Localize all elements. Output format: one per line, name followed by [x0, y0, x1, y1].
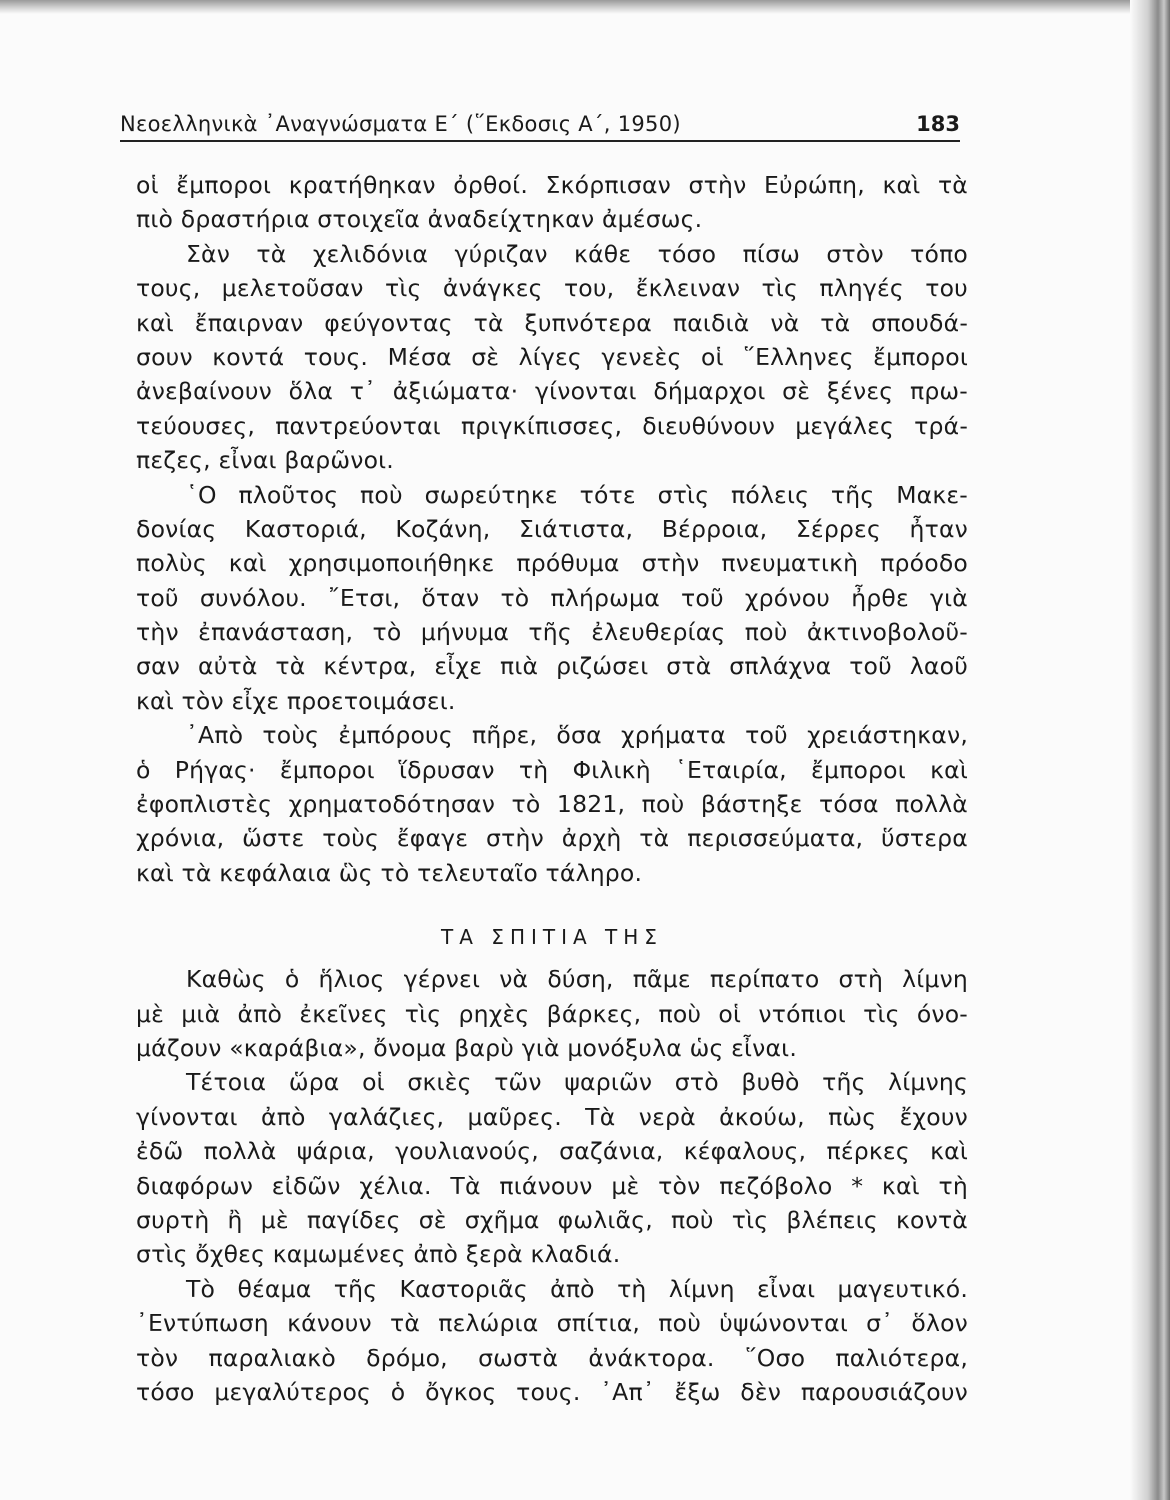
text-line: πιὸ δραστήρια στοιχεῖα ἀναδείχτηκαν ἀμέσως.	[136, 205, 703, 234]
text-line: καὶ τὸν εἶχε προετοιμάσει.	[136, 686, 456, 715]
text-line: πεζες, εἶναι βαρῶνοι.	[136, 446, 394, 475]
paragraph	[136, 1065, 968, 1271]
paragraph	[136, 718, 968, 890]
page-top-edge	[0, 0, 1170, 14]
text-line: σαν αὐτὰ τὰ κέντρα, εἶχε πιὰ ριζώσει στὰ σπλάχνα τοῦ λαοῦ	[136, 652, 968, 681]
text-line: Καθὼς ὁ ἥλιος γέρνει νὰ δύση, πᾶμε περίπατο στὴ λίμνη	[186, 965, 968, 994]
text-line: τους, μελετοῦσαν τὶς ἀνάγκες του, ἔκλειναν τὶς πληγές του	[136, 274, 968, 303]
section-heading: ΤΑ ΣΠΙΤΙΑ ΤΗΣ	[441, 925, 663, 950]
text-line: χρόνια, ὥστε τοὺς ἔφαγε στὴν ἀρχὴ τὰ περισσεύματα, ὕστερα	[136, 824, 968, 853]
text-line: ἀνεβαίνουν ὅλα τ᾿ ἀξιώματα· γίνονται δήμαρχοι σὲ ξένες πρω-	[136, 377, 968, 406]
text-line: μὲ μιὰ ἀπὸ ἐκεῖνες τὶς ρηχὲς βάρκες, ποὺ οἱ ντόπιοι τὶς όνο-	[136, 999, 968, 1028]
text-line: ἐδῶ πολλὰ ψάρια, γουλιανούς, σαζάνια, κέφαλους, πέρκες καὶ	[136, 1137, 968, 1166]
paragraph	[136, 962, 968, 1065]
text-line: γίνονται ἀπὸ γαλάζιες, μαῦρες. Τὰ νερὰ ἀκούω, πὼς ἔχουν	[136, 1102, 968, 1131]
text-line: διαφόρων εἰδῶν χέλια. Τὰ πιάνουν μὲ τὸν πεζόβολο * καὶ τὴ	[136, 1171, 968, 1200]
running-header	[120, 108, 960, 142]
text-line: ᾿Απὸ τοὺς ἐμπόρους πῆρε, ὅσα χρήματα τοῦ χρειάστηκαν,	[186, 721, 968, 750]
text-line: τοῦ συνόλου. ῎Ετσι, ὅταν τὸ πλήρωμα τοῦ χρόνου ἦρθε γιὰ	[136, 583, 968, 612]
paragraph	[136, 168, 968, 237]
text-line: συρτὴ ἢ μὲ παγίδες σὲ σχῆμα φωλιᾶς, ποὺ τὶς βλέπεις κοντὰ	[136, 1205, 968, 1234]
text-line: Σὰν τὰ χελιδόνια γύριζαν κάθε τόσο πίσω στὸν τόπο	[186, 239, 968, 268]
text-line: δονίας Καστοριά, Κοζάνη, Σιάτιστα, Βέρροια, Σέρρες ἦταν	[136, 514, 968, 543]
text-line: σουν κοντά τους. Μέσα σὲ λίγες γενεὲς οἱ ῞Ελληνες ἔμποροι	[136, 342, 968, 371]
page-binding-edge	[1130, 0, 1170, 1500]
page-number: 183	[916, 112, 960, 136]
text-line: τὴν ἐπανάσταση, τὸ μήνυμα τῆς ἐλευθερίας ποὺ ἀκτινοβολοῦ-	[136, 618, 968, 647]
paragraph	[136, 237, 968, 478]
text-line: τεύουσες, παντρεύονται πριγκίπισσες, διευθύνουν μεγάλες τρά-	[136, 411, 968, 440]
text-line: καὶ τὰ κεφάλαια ὣς τὸ τελευταῖο τάληρο.	[136, 858, 643, 887]
text-line: μάζουν «καράβια», ὄνομα βαρὺ γιὰ μονόξυλα ὡς εἶναι.	[136, 1033, 798, 1062]
text-line: πολὺς καὶ χρησιμοποιήθηκε πρόθυμα στὴν πνευματικὴ πρόοδο	[136, 549, 968, 578]
text-line: ῾Ο πλοῦτος ποὺ σωρεύτηκε τότε στὶς πόλεις τῆς Μακε-	[186, 480, 968, 509]
paragraph	[136, 1272, 968, 1410]
running-title: Νεοελληνικὰ ᾿Αναγνώσματα Ε΄ (῞Εκδοσις Α΄, 1950)	[120, 112, 681, 136]
text-line: ᾿Εντύπωση κάνουν τὰ πελώρια σπίτια, ποὺ ὑψώνονται σ᾿ ὅλον	[136, 1309, 968, 1338]
text-line: τὸν παραλιακὸ δρόμο, σωστὰ ἀνάκτορα. ῞Οσο παλιότερα,	[136, 1343, 968, 1372]
text-line: ὁ Ρήγας· ἔμποροι ἵδρυσαν τὴ Φιλικὴ ῾Εταιρία, ἔμποροι καὶ	[136, 755, 968, 784]
text-line: στὶς ὄχθες καμωμένες ἀπὸ ξερὰ κλαδιά.	[136, 1240, 621, 1269]
text-line: ἐφοπλιστὲς χρηματοδότησαν τὸ 1821, ποὺ βάστηξε τόσα πολλὰ	[136, 790, 968, 819]
text-line: καὶ ἔπαιρναν φεύγοντας τὰ ξυπνότερα παιδιὰ νὰ τὰ σπουδά-	[136, 308, 968, 337]
paragraph	[136, 478, 968, 719]
text-line: τόσο μεγαλύτερος ὁ ὄγκος τους. ᾿Απ᾿ ἔξω δὲν παρουσιάζουν	[136, 1377, 968, 1406]
text-line: Τέτοια ὥρα οἱ σκιὲς τῶν ψαριῶν στὸ βυθὸ τῆς λίμνης	[186, 1068, 968, 1097]
text-line: Τὸ θέαμα τῆς Καστοριᾶς ἀπὸ τὴ λίμνη εἶναι μαγευτικό.	[186, 1274, 968, 1303]
body-text	[136, 168, 968, 1409]
text-line: οἱ ἔμποροι κρατήθηκαν ὀρθοί. Σκόρπισαν στὴν Εὐρώπη, καὶ τὰ	[136, 171, 968, 199]
